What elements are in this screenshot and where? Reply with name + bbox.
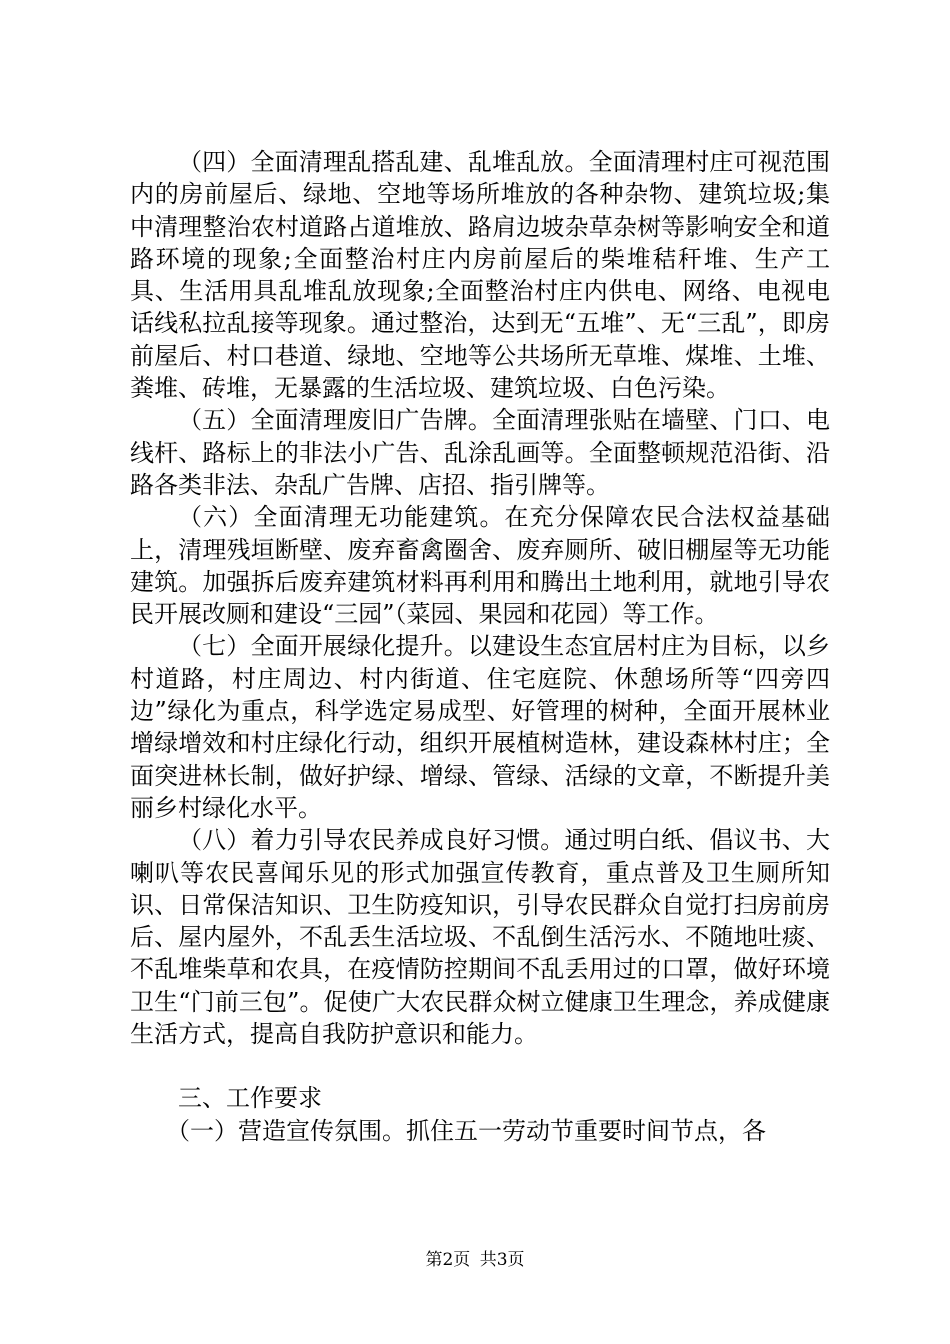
paragraph-7: （七）全面开展绿化提升。以建设生态宜居村庄为目标，以乡村道路，村庄周边、村内街道、住宅庭院、休憩场所等“四旁四边”绿化为重点，科学选定易成型、好管理的树种，全面开展林业增绿增效和村庄绿化行动，组织开展植树造林，建设森林村庄；全面突进林长制，做好护绿、增绿、管绿、活绿的文章，不断提升美丽乡村绿化水平。 xyxy=(130,632,830,822)
sub-paragraph-1: （一）营造宣传氛围。抓住五一劳动节重要时间节点，各 xyxy=(166,1116,766,1145)
page-total: 共3页 xyxy=(479,1250,525,1270)
paragraph-4: （四）全面清理乱搭乱建、乱堆乱放。全面清理村庄可视范围内的房前屋后、绿地、空地等场所堆放的各种杂物、建筑垃圾;集中清理整治农村道路占道堆放、路肩边坡杂草杂树等影响安全和道路环境的现象;全面整治村庄内房前屋后的柴堆秸秆堆、生产工具、生活用具乱堆乱放现象;全面整治村庄内供电、网络、电视电话线私拉乱接等现象。通过整治，达到无“五堆”、无“三乱”，即房前屋后、村口巷道、绿地、空地等公共场所无草堆、煤堆、土堆、粪堆、砖堆，无暴露的生活垃圾、建筑垃圾、白色污染。 xyxy=(130,148,830,403)
paragraph-5: （五）全面清理废旧广告牌。全面清理张贴在墙壁、门口、电线杆、路标上的非法小广告、乱涂乱画等。全面整顿规范沿街、沿路各类非法、杂乱广告牌、店招、指引牌等。 xyxy=(130,406,830,499)
document-body xyxy=(130,146,830,1147)
paragraph-8: （八）着力引导农民养成良好习惯。通过明白纸、倡议书、大喇叭等农民喜闻乐见的形式加强宣传教育，重点普及卫生厕所知识、日常保洁知识、卫生防疫知识，引导农民群众自觉打扫房前房后、屋内屋外，不乱丢生活垃圾、不乱倒生活污水、不随地吐痰、不乱堆柴草和农具，在疫情防控期间不乱丢用过的口罩，做好环境卫生“门前三包”。促使广大农民群众树立健康卫生理念，养成健康生活方式，提高自我防护意识和能力。 xyxy=(130,826,830,1049)
page-footer xyxy=(0,1245,950,1270)
section-title: 三、工作要求 xyxy=(178,1084,322,1113)
page-number: 第2页 xyxy=(425,1250,471,1270)
spacer xyxy=(130,1050,830,1082)
paragraph-6: （六）全面清理无功能建筑。在充分保障农民合法权益基础上，清理残垣断壁、废弃畜禽圈舍、废弃厕所、破旧棚屋等无功能建筑。加强拆后废弃建筑材料再利用和腾出土地利用，就地引导农民开展改厕和建设“三园”（菜园、果园和花园）等工作。 xyxy=(130,503,830,629)
